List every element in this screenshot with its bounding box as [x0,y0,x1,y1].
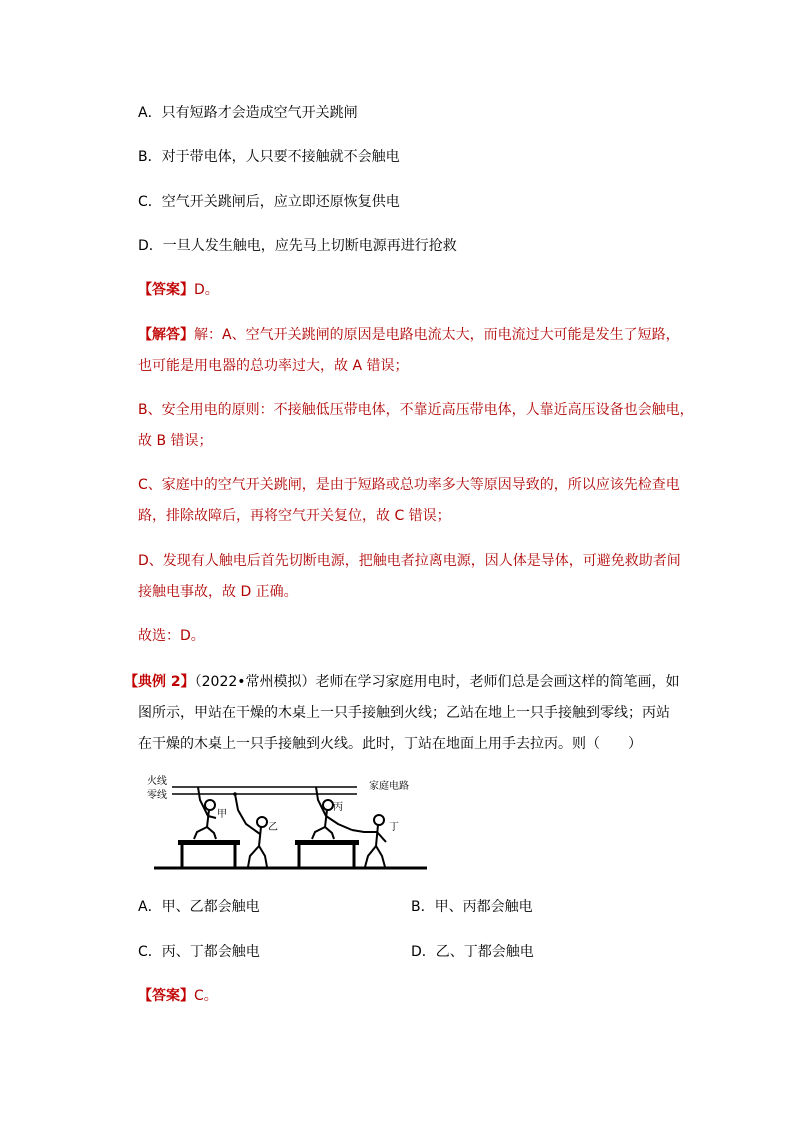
analysis-line-5: C、家庭中的空气开关跳闸，是由于短路或总功率多大等原因导致的，所以应该先检查电 [138,477,680,493]
analysis-line-7: D、发现有人触电后首先切断电源，把触电者拉离电源，因人体是导体，可避免救助者间 [138,553,681,569]
q1-conclusion: 故选：D。 [138,628,205,644]
person-jia-label: 甲 [217,809,227,820]
answer-value: D。 [194,282,219,298]
person-jia [194,787,216,839]
table-2 [295,840,359,867]
q2-stem-line-3: 在干燥的木桌上一只手接触到火线。此时，丁站在地面上用手去拉丙。则（ ） [138,736,642,752]
q1-option-d: D．一旦人发生触电，应先马上切断电源再进行抢救 [138,238,457,254]
neutral-wire-label: 零线 [147,790,167,801]
q2-stem-line-2: 图所示，甲站在干燥的木桌上一只手接触到火线；乙站在地上一只手接触到零线；丙站 [138,705,670,721]
q1-answer [138,281,219,299]
person-bing-label: 丙 [333,802,343,813]
live-wire-label: 火线 [147,776,167,787]
person-yi [235,794,267,867]
q2-option-a: A．甲、乙都会触电 [138,899,260,915]
analysis-line-8: 接触电事故，故 D 正确。 [138,584,298,600]
analysis-line-4: 故 B 错误； [138,433,213,449]
person-bing [312,787,352,839]
circuit-figure [142,772,442,872]
analysis-label: 【解答】 [138,327,194,343]
person-yi-label: 乙 [268,822,278,833]
analysis-line-3: B、安全用电的原则：不接触低压带电体，不靠近高压带电体，人靠近高压设备也会触电， [138,402,694,418]
analysis-line-6: 路，排除故障后，再将空气开关复位，故 C 错误； [138,508,451,524]
analysis-line-2: 也可能是用电器的总功率过大，故 A 错误； [138,358,409,374]
q2-answer [138,987,218,1005]
q2-answer-value: C。 [194,988,218,1004]
q2-option-d: D．乙、丁都会触电 [411,944,534,960]
q2-stem-line-1: 【典例 2】（2022•常州模拟）老师在学习家庭用电时，老师们总是会画这样的简笔画，如 [124,674,680,690]
q1-option-b: B．对于带电体，人只要不接触就不会触电 [138,149,400,165]
q2-option-c: C．丙、丁都会触电 [138,944,260,960]
q2-answer-label: 【答案】 [138,988,194,1004]
q2-label: 【典例 2】 [124,674,195,690]
q1-option-a: A．只有短路才会造成空气开关跳闸 [138,105,358,121]
person-ding-label: 丁 [389,822,399,833]
q2-option-b: B．甲、丙都会触电 [411,899,533,915]
table-1 [178,840,240,867]
circuit-label: 家庭电路 [369,781,409,792]
answer-label: 【答案】 [138,282,194,298]
q1-option-c: C．空气开关跳闸后，应立即还原恢复供电 [138,194,400,210]
analysis-line-1: 【解答】解：A、空气开关跳闸的原因是电路电流太大，而电流过大可能是发生了短路， [138,327,680,343]
